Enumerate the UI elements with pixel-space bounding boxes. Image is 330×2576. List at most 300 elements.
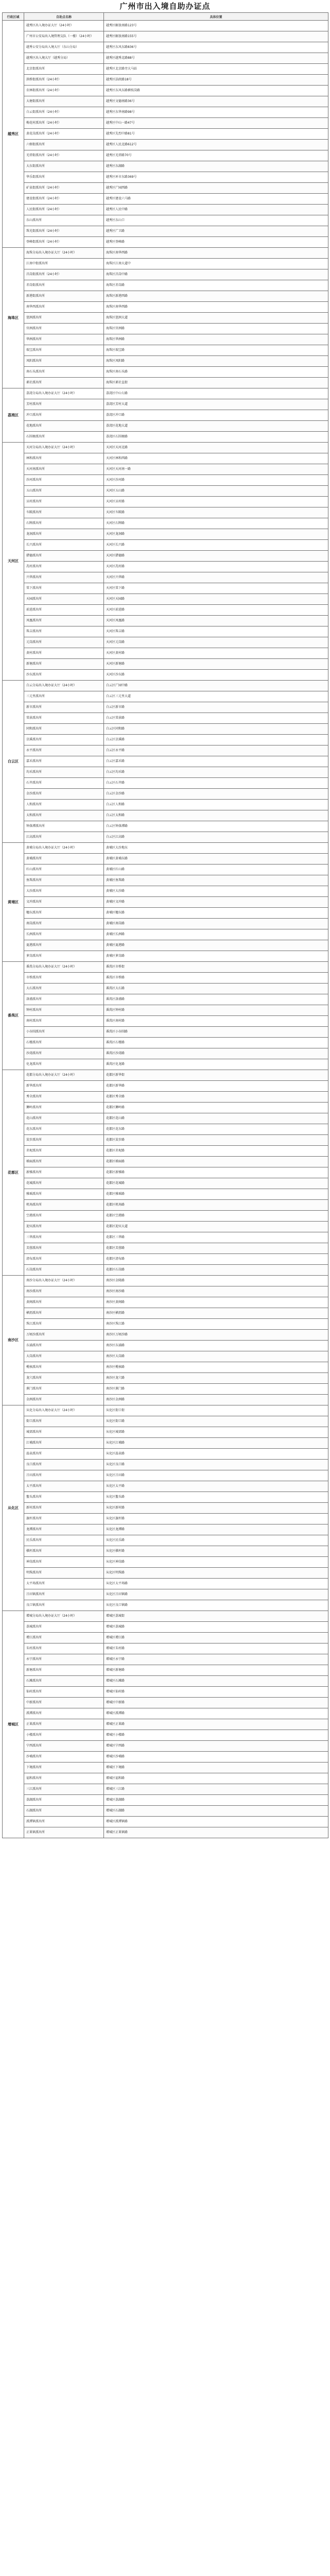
table-row bbox=[3, 1405, 328, 1416]
point-name-cell: 化龙派出所 bbox=[24, 1059, 104, 1070]
table-row bbox=[3, 1222, 328, 1232]
table-row bbox=[3, 1784, 328, 1795]
point-name-cell: 均禾派出所 bbox=[24, 767, 104, 778]
point-address-cell: 天河区长兴路 bbox=[104, 540, 328, 551]
table-row bbox=[3, 1232, 328, 1243]
table-row bbox=[3, 1048, 328, 1059]
table-row bbox=[3, 1708, 328, 1719]
point-name-cell: 黄埔分局出入境办证大厅（24小时） bbox=[24, 843, 104, 854]
point-name-cell: 正果镇派出所 bbox=[24, 1827, 104, 1838]
point-address-cell: 增城区朱村路 bbox=[104, 1643, 328, 1654]
point-name-cell: 文冲派出所 bbox=[24, 897, 104, 908]
table-row bbox=[3, 1416, 328, 1427]
point-address-cell: 黄埔区夏港路 bbox=[104, 940, 328, 951]
point-address-cell: 越秀区先烈中路81号 bbox=[104, 129, 328, 140]
point-address-cell: 天河区凤凰路 bbox=[104, 616, 328, 626]
table-row bbox=[3, 367, 328, 378]
point-name-cell: 金洲派出所 bbox=[24, 1395, 104, 1405]
point-name-cell: 民乐派出所 bbox=[24, 1535, 104, 1546]
point-name-cell: 正果派出所 bbox=[24, 1719, 104, 1730]
point-name-cell: 大岗派出所 bbox=[24, 1351, 104, 1362]
table-row bbox=[3, 1752, 328, 1762]
point-name-cell: 花山派出所 bbox=[24, 1113, 104, 1124]
table-row bbox=[3, 1092, 328, 1103]
table-row bbox=[3, 64, 328, 75]
table-row bbox=[3, 810, 328, 821]
point-name-cell: 越秀公安分局出入境大厅（东山分局） bbox=[24, 42, 104, 53]
table-row bbox=[3, 1265, 328, 1276]
point-name-cell: 增江派出所 bbox=[24, 1633, 104, 1643]
table-row bbox=[3, 1103, 328, 1113]
table-row bbox=[3, 1070, 328, 1081]
table-row bbox=[3, 724, 328, 735]
point-address-cell: 越秀区环市东路369号 bbox=[104, 172, 328, 183]
point-name-cell: 朱村派出所 bbox=[24, 1643, 104, 1654]
table-row bbox=[3, 681, 328, 691]
table-header-row bbox=[3, 13, 328, 21]
point-name-cell: 人和派出所 bbox=[24, 800, 104, 810]
point-name-cell: 钟村派出所 bbox=[24, 1005, 104, 1016]
point-name-cell: 三华派出所 bbox=[24, 1232, 104, 1243]
table-row bbox=[3, 583, 328, 594]
district-cell: 荔湾区 bbox=[3, 388, 24, 443]
point-name-cell: 新塘派出所 bbox=[24, 1665, 104, 1676]
table-row bbox=[3, 399, 328, 410]
point-address-cell: 增城区荔湖路 bbox=[104, 1795, 328, 1806]
point-name-cell: 派潭派出所 bbox=[24, 1708, 104, 1719]
point-address-cell: 从化区明珠路 bbox=[104, 1568, 328, 1579]
point-name-cell: 白云街派出所（24小时） bbox=[24, 107, 104, 118]
point-name-cell: 石岗派出所 bbox=[24, 1265, 104, 1276]
point-name-cell: 机场派出所 bbox=[24, 1200, 104, 1211]
point-address-cell: 海珠区瑞宝路 bbox=[104, 345, 328, 356]
table-row bbox=[3, 962, 328, 973]
point-address-cell: 天河区前进路 bbox=[104, 605, 328, 616]
table-row bbox=[3, 31, 328, 42]
table-row bbox=[3, 21, 328, 31]
point-address-cell: 白云区嘉禾路 bbox=[104, 756, 328, 767]
point-name-cell: 南华西派出所 bbox=[24, 302, 104, 313]
point-name-cell: 神岗派出所 bbox=[24, 1557, 104, 1568]
point-name-cell: 福和派出所 bbox=[24, 1773, 104, 1784]
district-cell: 黄埔区 bbox=[3, 843, 24, 962]
table-row bbox=[3, 1622, 328, 1633]
point-name-cell: 钟落潭派出所 bbox=[24, 821, 104, 832]
point-name-cell: 狮岭派出所 bbox=[24, 1103, 104, 1113]
point-address-cell: 花都区新雅路 bbox=[104, 1167, 328, 1178]
district-cell: 花都区 bbox=[3, 1070, 24, 1276]
table-row bbox=[3, 486, 328, 497]
point-address-cell: 从化区街口街 bbox=[104, 1405, 328, 1416]
point-name-cell: 白云分局出入境办证大厅（24小时） bbox=[24, 681, 104, 691]
point-name-cell: 华洲派出所 bbox=[24, 334, 104, 345]
point-name-cell: 东山派出所 bbox=[24, 215, 104, 226]
point-name-cell: 番禺分局出入境办证大厅（24小时） bbox=[24, 962, 104, 973]
point-name-cell: 中新派出所 bbox=[24, 1698, 104, 1708]
point-name-cell: 鳌头派出所 bbox=[24, 1492, 104, 1503]
point-address-cell: 越秀区越秀北路88号 bbox=[104, 53, 328, 64]
point-name-cell: 兴华派出所 bbox=[24, 572, 104, 583]
point-address-cell: 天河区石牌路 bbox=[104, 518, 328, 529]
point-address-cell: 花都区空港路 bbox=[104, 1211, 328, 1222]
point-name-cell: 石牌派出所 bbox=[24, 518, 104, 529]
point-address-cell: 天河区沙河路 bbox=[104, 475, 328, 486]
point-name-cell: 江高派出所 bbox=[24, 832, 104, 843]
point-name-cell: 龙洞派出所 bbox=[24, 529, 104, 540]
table-row bbox=[3, 626, 328, 637]
point-name-cell: 凤凰派出所 bbox=[24, 616, 104, 626]
point-name-cell: 天园派出所 bbox=[24, 594, 104, 605]
table-row bbox=[3, 940, 328, 951]
point-address-cell: 增城区派潭镇路 bbox=[104, 1817, 328, 1827]
point-name-cell: 天河分局出入境办证大厅（24小时） bbox=[24, 443, 104, 453]
point-address-cell: 白云区新市路 bbox=[104, 702, 328, 713]
point-address-cell: 增城区下境路 bbox=[104, 1762, 328, 1773]
point-address-cell: 番禺区石楼路 bbox=[104, 1038, 328, 1048]
point-address-cell: 天河区员村路 bbox=[104, 497, 328, 507]
table-row bbox=[3, 994, 328, 1005]
point-address-cell: 花都区芙蓉路 bbox=[104, 1243, 328, 1254]
point-name-cell: 龙潭派出所 bbox=[24, 1524, 104, 1535]
point-name-cell: 旗杆派出所 bbox=[24, 1514, 104, 1524]
point-address-cell: 黄埔区大沙路 bbox=[104, 886, 328, 897]
point-address-cell: 增城区沙埔路 bbox=[104, 1752, 328, 1762]
point-name-cell: 黄村派出所 bbox=[24, 648, 104, 659]
point-address-cell: 花都区赤坭路 bbox=[104, 1146, 328, 1157]
point-address-cell: 海珠区琶洲大道 bbox=[104, 313, 328, 324]
point-name-cell: 冲口派出所 bbox=[24, 410, 104, 421]
point-name-cell: 棠下派出所 bbox=[24, 583, 104, 594]
point-address-cell: 从化区温泉路 bbox=[104, 1449, 328, 1460]
table-row bbox=[3, 854, 328, 865]
table-row bbox=[3, 1514, 328, 1524]
point-address-cell: 南沙区金隆路 bbox=[104, 1276, 328, 1286]
table-row bbox=[3, 1557, 328, 1568]
point-address-cell: 越秀区东山口 bbox=[104, 215, 328, 226]
point-name-cell: 林和派出所 bbox=[24, 453, 104, 464]
table-row bbox=[3, 53, 328, 64]
table-row bbox=[3, 540, 328, 551]
table-row bbox=[3, 886, 328, 897]
point-address-cell: 增城区三江路 bbox=[104, 1784, 328, 1795]
table-row bbox=[3, 973, 328, 984]
point-name-cell: 明珠派出所 bbox=[24, 1568, 104, 1579]
table-row bbox=[3, 248, 328, 259]
point-address-cell: 花都区炭步路 bbox=[104, 1135, 328, 1146]
table-row bbox=[3, 226, 328, 237]
point-address-cell: 南沙区大岗路 bbox=[104, 1351, 328, 1362]
point-name-cell: 城郊派出所 bbox=[24, 1427, 104, 1438]
point-address-cell: 荔湾区冲口路 bbox=[104, 410, 328, 421]
point-address-cell: 天河区天园路 bbox=[104, 594, 328, 605]
point-name-cell: 农林街派出所（24小时） bbox=[24, 86, 104, 96]
table-row bbox=[3, 908, 328, 919]
point-name-cell: 员村派出所 bbox=[24, 497, 104, 507]
point-name-cell: 鱼珠派出所 bbox=[24, 875, 104, 886]
point-name-cell: 沙埔派出所 bbox=[24, 1752, 104, 1762]
district-cell: 从化区 bbox=[3, 1405, 24, 1611]
point-name-cell: 越秀区出入境办证大厅（24小时） bbox=[24, 21, 104, 31]
point-name-cell: 光塔街派出所（24小时） bbox=[24, 150, 104, 161]
table-body bbox=[3, 21, 328, 1838]
point-address-cell: 荔湾区石围塘路 bbox=[104, 432, 328, 443]
point-address-cell: 越秀区东风东路横枝岗路 bbox=[104, 86, 328, 96]
table-row bbox=[3, 183, 328, 194]
point-name-cell: 嘉禾派出所 bbox=[24, 756, 104, 767]
point-name-cell: 花都分局出入境办证大厅（24小时） bbox=[24, 1070, 104, 1081]
point-name-cell: 长洲派出所 bbox=[24, 929, 104, 940]
point-name-cell: 建设街派出所（24小时） bbox=[24, 194, 104, 205]
point-address-cell: 白云区京溪路 bbox=[104, 735, 328, 745]
table-row bbox=[3, 865, 328, 875]
table-row bbox=[3, 1167, 328, 1178]
table-row bbox=[3, 356, 328, 367]
point-name-cell: 荔湾分局出入境办证大厅（24小时） bbox=[24, 388, 104, 399]
header-district: 行政区域 bbox=[3, 13, 24, 21]
table-row bbox=[3, 551, 328, 562]
point-address-cell: 天河区车陂路 bbox=[104, 507, 328, 518]
point-address-cell: 南沙区南沙路 bbox=[104, 1286, 328, 1297]
table-row bbox=[3, 259, 328, 269]
point-name-cell: 永宁派出所 bbox=[24, 1654, 104, 1665]
point-address-cell: 黄埔区南岗路 bbox=[104, 919, 328, 929]
table-row bbox=[3, 432, 328, 443]
document-title: 广州市出入境自助办证点 bbox=[119, 2, 211, 11]
document bbox=[2, 0, 328, 1838]
point-name-cell: 太平派出所 bbox=[24, 1481, 104, 1492]
table-row bbox=[3, 1124, 328, 1135]
point-address-cell: 从化区棋杆路 bbox=[104, 1546, 328, 1557]
point-address-cell: 天河区兴华路 bbox=[104, 572, 328, 583]
point-name-cell: 琶洲派出所 bbox=[24, 313, 104, 324]
point-name-cell: 洛浦派出所 bbox=[24, 994, 104, 1005]
point-address-cell: 海珠区南华西路 bbox=[104, 302, 328, 313]
point-name-cell: 黄花岗派出所（24小时） bbox=[24, 129, 104, 140]
point-address-cell: 增城区石湖路 bbox=[104, 1806, 328, 1817]
point-address-cell: 花都区花城路 bbox=[104, 1178, 328, 1189]
table-row bbox=[3, 1698, 328, 1708]
point-name-cell: 永平派出所 bbox=[24, 745, 104, 756]
table-row bbox=[3, 140, 328, 150]
table-row bbox=[3, 215, 328, 226]
point-address-cell: 花都区石岗路 bbox=[104, 1265, 328, 1276]
point-address-cell: 天河区珠吉路 bbox=[104, 626, 328, 637]
point-address-cell: 海珠区新港西路 bbox=[104, 291, 328, 302]
table-row bbox=[3, 756, 328, 767]
table-row bbox=[3, 1600, 328, 1611]
point-name-cell: 京溪派出所 bbox=[24, 735, 104, 745]
point-name-cell: 温泉派出所 bbox=[24, 1449, 104, 1460]
point-address-cell: 越秀区广园西路 bbox=[104, 183, 328, 194]
point-name-cell: 下境派出所 bbox=[24, 1762, 104, 1773]
point-address-cell: 增城区新塘路 bbox=[104, 1665, 328, 1676]
point-address-cell: 海珠区官洲路 bbox=[104, 324, 328, 334]
point-name-cell: 瑞宝派出所 bbox=[24, 345, 104, 356]
point-address-cell: 海珠区江南大道中 bbox=[104, 259, 328, 269]
table-row bbox=[3, 475, 328, 486]
table-row bbox=[3, 388, 328, 399]
table-row bbox=[3, 1189, 328, 1200]
point-address-cell: 南沙区蕉门路 bbox=[104, 1384, 328, 1395]
point-address-cell: 天河区黄村路 bbox=[104, 648, 328, 659]
point-address-cell: 从化区吕田镇路 bbox=[104, 1589, 328, 1600]
point-name-cell: 迎宾派出所 bbox=[24, 1222, 104, 1232]
point-address-cell: 越秀区北京路旁大马站 bbox=[104, 64, 328, 75]
point-name-cell: 派潭镇派出所 bbox=[24, 1817, 104, 1827]
table-row bbox=[3, 291, 328, 302]
point-name-cell: 黄埔派出所 bbox=[24, 854, 104, 865]
district-cell: 白云区 bbox=[3, 681, 24, 843]
point-address-cell: 黄埔区穗东路 bbox=[104, 908, 328, 919]
point-address-cell: 花都区三华路 bbox=[104, 1232, 328, 1243]
point-address-cell: 越秀区东华南路98号 bbox=[104, 107, 328, 118]
table-row bbox=[3, 605, 328, 616]
table-row bbox=[3, 637, 328, 648]
point-address-cell: 南沙区黄阁路 bbox=[104, 1297, 328, 1308]
table-row bbox=[3, 86, 328, 96]
point-name-cell: 越秀区出入境大厅（越秀分局） bbox=[24, 53, 104, 64]
point-name-cell: 冼村派出所 bbox=[24, 562, 104, 572]
point-address-cell: 越秀区文德南路36号 bbox=[104, 96, 328, 107]
table-row bbox=[3, 1059, 328, 1070]
point-name-cell: 赤岗街派出所 bbox=[24, 280, 104, 291]
point-name-cell: 江埔派出所 bbox=[24, 1438, 104, 1449]
district-cell: 增城区 bbox=[3, 1611, 24, 1838]
table-row bbox=[3, 702, 328, 713]
table-row bbox=[3, 1503, 328, 1514]
point-address-cell: 从化区城郊路 bbox=[104, 1427, 328, 1438]
point-name-cell: 沙河派出所 bbox=[24, 475, 104, 486]
table-row bbox=[3, 670, 328, 681]
point-address-cell: 白云区金沙路 bbox=[104, 789, 328, 800]
point-address-cell: 从化区良口镇路 bbox=[104, 1600, 328, 1611]
point-name-cell: 炭步派出所 bbox=[24, 1135, 104, 1146]
point-name-cell: 大石派出所 bbox=[24, 984, 104, 994]
point-address-cell: 南沙区东涌路 bbox=[104, 1341, 328, 1351]
point-address-cell: 增城区增江路 bbox=[104, 1633, 328, 1643]
table-row bbox=[3, 334, 328, 345]
table-row bbox=[3, 800, 328, 810]
table-row bbox=[3, 778, 328, 789]
point-address-cell: 从化区太平路 bbox=[104, 1481, 328, 1492]
point-name-cell: 东涌派出所 bbox=[24, 1341, 104, 1351]
point-address-cell: 增城区仙村路 bbox=[104, 1687, 328, 1698]
point-address-cell: 天河区天河北路 bbox=[104, 443, 328, 453]
table-row bbox=[3, 1470, 328, 1481]
point-name-cell: 秀全派出所 bbox=[24, 1092, 104, 1103]
district-cell: 番禺区 bbox=[3, 962, 24, 1070]
point-address-cell: 黄埔区文冲路 bbox=[104, 897, 328, 908]
point-name-cell: 人民街派出所（24小时） bbox=[24, 205, 104, 215]
table-row bbox=[3, 1027, 328, 1038]
point-name-cell: 夏港派出所 bbox=[24, 940, 104, 951]
point-address-cell: 番禺区沙湾路 bbox=[104, 1048, 328, 1059]
table-row bbox=[3, 205, 328, 215]
point-name-cell: 广州市公安局出入境管理支队（一楼）（24小时） bbox=[24, 31, 104, 42]
point-name-cell: 仙村派出所 bbox=[24, 1687, 104, 1698]
point-name-cell: 登峰街派出所（24小时） bbox=[24, 237, 104, 248]
point-address-cell: 天河区棠下路 bbox=[104, 583, 328, 594]
table-row bbox=[3, 518, 328, 529]
point-name-cell: 长兴派出所 bbox=[24, 540, 104, 551]
point-address-cell: 南沙区龙穴路 bbox=[104, 1373, 328, 1384]
table-row bbox=[3, 161, 328, 172]
point-address-cell: 黄埔区萝岗路 bbox=[104, 951, 328, 962]
table-row bbox=[3, 410, 328, 421]
point-address-cell: 番禺区钟村路 bbox=[104, 1005, 328, 1016]
table-row bbox=[3, 150, 328, 161]
table-row bbox=[3, 1449, 328, 1460]
point-name-cell: 石井派出所 bbox=[24, 778, 104, 789]
point-address-cell: 海珠区南石头路 bbox=[104, 367, 328, 378]
table-row bbox=[3, 497, 328, 507]
point-address-cell: 天河区林和西路 bbox=[104, 453, 328, 464]
table-row bbox=[3, 1795, 328, 1806]
table-row bbox=[3, 1178, 328, 1189]
table-row bbox=[3, 1460, 328, 1470]
point-address-cell: 白云区均禾路 bbox=[104, 767, 328, 778]
point-address-cell: 南沙区横沥路 bbox=[104, 1308, 328, 1319]
table-row bbox=[3, 1492, 328, 1503]
point-address-cell: 白云区江高路 bbox=[104, 832, 328, 843]
point-address-cell: 花都区梯面路 bbox=[104, 1157, 328, 1167]
table-row bbox=[3, 1243, 328, 1254]
point-name-cell: 元岗派出所 bbox=[24, 637, 104, 648]
point-name-cell: 赤坭派出所 bbox=[24, 1146, 104, 1157]
point-address-cell: 花都区迎宾大道 bbox=[104, 1222, 328, 1232]
point-name-cell: 吕田派出所 bbox=[24, 1470, 104, 1481]
table-row bbox=[3, 1817, 328, 1827]
point-name-cell: 新港街派出所 bbox=[24, 291, 104, 302]
table-row bbox=[3, 594, 328, 605]
point-name-cell: 万顷沙派出所 bbox=[24, 1330, 104, 1341]
table-row bbox=[3, 507, 328, 518]
table-row bbox=[3, 443, 328, 453]
district-cell: 越秀区 bbox=[3, 21, 24, 248]
point-address-cell: 增城区小楼路 bbox=[104, 1730, 328, 1741]
table-row bbox=[3, 1362, 328, 1373]
point-address-cell: 荔湾区花地大道 bbox=[104, 421, 328, 432]
table-row bbox=[3, 1579, 328, 1589]
point-name-cell: 南岗派出所 bbox=[24, 919, 104, 929]
table-row bbox=[3, 378, 328, 388]
point-address-cell: 海珠区赤岗路 bbox=[104, 280, 328, 291]
point-address-cell: 番禺区市桥路 bbox=[104, 973, 328, 984]
point-name-cell: 空港派出所 bbox=[24, 1211, 104, 1222]
point-address-cell: 越秀区法政路18号 bbox=[104, 75, 328, 86]
table-row bbox=[3, 345, 328, 356]
point-name-cell: 宁西派出所 bbox=[24, 1741, 104, 1752]
point-name-cell: 车陂派出所 bbox=[24, 507, 104, 518]
point-address-cell: 番禺区市桥街 bbox=[104, 962, 328, 973]
table-row bbox=[3, 691, 328, 702]
point-address-cell: 花都区新华路 bbox=[104, 1081, 328, 1092]
point-name-cell: 雅瑶派出所 bbox=[24, 1189, 104, 1200]
table-row bbox=[3, 919, 328, 929]
table-row bbox=[3, 1535, 328, 1546]
point-name-cell: 新村派出所 bbox=[24, 1503, 104, 1514]
point-name-cell: 穗东派出所 bbox=[24, 908, 104, 919]
table-row bbox=[3, 1633, 328, 1643]
point-address-cell: 越秀区登峰路 bbox=[104, 237, 328, 248]
table-row bbox=[3, 1081, 328, 1092]
point-address-cell: 海珠区南华西路 bbox=[104, 248, 328, 259]
point-address-cell: 天河区冼村路 bbox=[104, 562, 328, 572]
table-row bbox=[3, 1016, 328, 1027]
point-name-cell: 南石头派出所 bbox=[24, 367, 104, 378]
table-row bbox=[3, 648, 328, 659]
table-row bbox=[3, 172, 328, 183]
